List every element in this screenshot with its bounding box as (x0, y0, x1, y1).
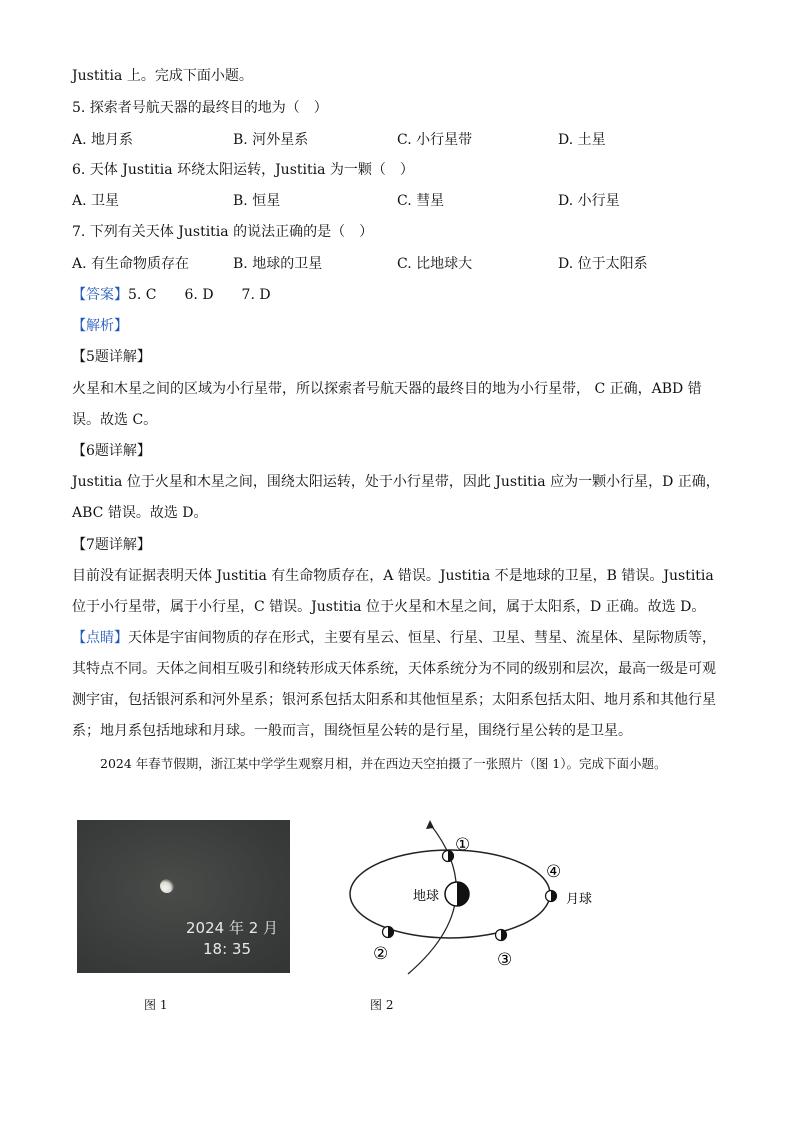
figure-1-photo (77, 820, 290, 973)
question-6-option-a: A. 卫星 (72, 193, 120, 209)
detail-7-label: 【7题详解】 (72, 537, 151, 553)
crescent-moon-icon (160, 879, 174, 893)
question-5-option-a: A. 地月系 (72, 132, 134, 148)
earth-label: 地球 (413, 889, 440, 904)
question-6-option-c: C. 彗星 (397, 193, 445, 209)
detail-6-paragraph: Justitia 位于火星和木星之间，围绕太阳运转，处于小行星带，因此 Justitia 应为一颗小行星，D 正确，ABC 错误。故选 D。 (72, 474, 720, 521)
photo-date: 2024 年 2 月 (186, 919, 279, 937)
question-5-stem: 5. 探索者号航天器的最终目的地为（ ） (72, 100, 328, 116)
detail-6-label: 【6题详解】 (72, 443, 151, 459)
detail-5-paragraph: 火星和木星之间的区域为小行星带，所以探索者号航天器的最终目的地为小行星带， C 正确，ABD 错误。故选 C。 (72, 381, 702, 428)
moon-label: 月球 (566, 892, 593, 907)
question-7-option-a: A. 有生命物质存在 (72, 256, 190, 272)
moon-phase-intro-text: 2024 年春节假期，浙江某中学学生观察月相，并在西边天空拍摄了一张照片（图 1）。完成下面小题。 (100, 756, 667, 771)
question-7-option-c: C. 比地球大 (397, 256, 473, 272)
moon-position-3 (496, 930, 507, 941)
intro-tail: Justitia 上。完成下面小题。 (72, 68, 253, 84)
detail-7-paragraph: 目前没有证据表明天体 Justitia 有生命物质存在，A 错误。Justitia 不是地球的卫星，B 错误。Justitia 位于小行星带，属于小行星，C 错误。Justitia 位于火星和木星之间，属于太阳系，D 正确。故选 D。 (72, 568, 714, 615)
detail-5-text (72, 374, 724, 436)
earth-dark-half (457, 882, 469, 906)
answer-text: 5. C 6. D 7. D (128, 287, 271, 303)
position-3-label: ③ (497, 950, 513, 970)
question-7-stem: 7. 下列有关天体 Justitia 的说法正确的是（ ） (72, 224, 374, 240)
figure-1-caption: 图 1 (144, 998, 168, 1012)
position-1-label: ① (455, 835, 471, 855)
question-6-stem: 6. 天体 Justitia 环绕太阳运转，Justitia 为一颗（ ） (72, 162, 414, 178)
tips-label: 【点睛】 (72, 630, 128, 646)
question-5-option-b: B. 河外星系 (233, 132, 309, 148)
question-5-option-d: D. 土星 (558, 132, 606, 148)
position-2-label: ② (373, 944, 389, 964)
tips-text: 天体是宇宙间物质的存在形式，主要有星云、恒星、行星、卫星、彗星、流星体、星际物质等，其特点不同。天体之间相互吸引和绕转形成天体系统，天体系统分为不同的级别和层次，最高一级是可观测宇宙，包括银河系和河外星系；银河系包括太阳系和其他恒星系；太阳系包括太阳、地月系和其他行星系；地月系包括地球和月球。一般而言，围绕恒星公转的是行星，围绕行星公转的是卫星。 (72, 630, 716, 739)
position-4-label: ④ (546, 862, 562, 882)
moon-position-2 (383, 927, 394, 938)
tips-block (72, 623, 724, 747)
detail-7-text (72, 561, 724, 623)
moon-position-1 (443, 851, 454, 862)
figure-2-caption: 图 2 (370, 998, 394, 1012)
moon-phase-intro (72, 748, 724, 780)
question-7-option-d: D. 位于太阳系 (558, 256, 648, 272)
question-5-option-c: C. 小行星带 (397, 132, 473, 148)
answer-label: 【答案】 (72, 287, 128, 303)
detail-5-label: 【5题详解】 (72, 349, 151, 365)
question-7-option-b: B. 地球的卫星 (233, 256, 323, 272)
detail-6-text (72, 467, 724, 529)
arrow-icon (426, 820, 434, 829)
moon-position-4 (546, 891, 557, 902)
question-6-option-b: B. 恒星 (233, 193, 281, 209)
photo-time: 18: 35 (203, 940, 251, 958)
analysis-label: 【解析】 (72, 318, 128, 334)
answer-line (72, 285, 271, 305)
figure-2-orbit-diagram (340, 812, 620, 982)
question-6-option-d: D. 小行星 (558, 193, 620, 209)
